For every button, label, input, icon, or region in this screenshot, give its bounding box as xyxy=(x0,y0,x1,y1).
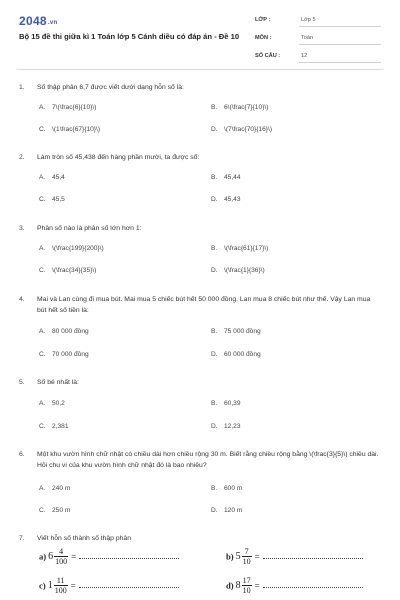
question-4: 4. Mai và Lan cùng đi mua bút. Mai mua 5 chiếc bút hết 50 000 đồng. Lan mua 8 chiếc bút như thế. Vậy Lan mua bút hết số tiền là: A. 80 000 đồng B. 75 000 đồng C. 70 000 đồng D. 60 000 đồng xyxy=(19,296,371,358)
option-b[interactable]: B. 75 000 đồng xyxy=(211,328,261,335)
question-6: 6. Một khu vườn hình chữ nhật có chiều dài hơn chiều rộng 30 m. Biết rằng chiều rộng bằng \(\frac{3}{5}\) chiều dài. Hỏi chu vi của khu vườn hình chữ nhật đó là bao nhiêu? A. 240 m B. 600 m C. 250 m D. 120 m xyxy=(19,451,379,514)
option-a[interactable]: A. 7\(\frac{6}{10}\) xyxy=(39,104,97,111)
exam-meta xyxy=(255,14,381,68)
fraction: $\frac{17}{10}$ xyxy=(242,576,251,595)
option-c[interactable]: C. \(1\frac{67}{10}\) xyxy=(39,126,101,133)
option-c[interactable]: C. 250 m xyxy=(39,507,71,514)
answer-blank[interactable] xyxy=(79,583,179,588)
fraction: $\frac{7}{10}$ xyxy=(242,547,251,566)
question-text: Số bé nhất là: xyxy=(37,379,79,386)
option-d[interactable]: D. 12,23 xyxy=(211,423,241,430)
option-d[interactable]: D. \(7\frac{70}{16}\) xyxy=(211,126,273,133)
fraction: $\frac{11}{100}$ xyxy=(54,576,67,595)
option-a[interactable]: A. 80 000 đồng xyxy=(39,328,89,335)
option-d[interactable]: D. 120 m xyxy=(211,507,243,514)
header-divider xyxy=(17,69,383,70)
question-5: 5. Số bé nhất là: A. 50,2 B. 60,39 C. 2,381 D. 12,23 xyxy=(19,379,241,430)
fraction: $\frac{4}{100}$ xyxy=(55,547,68,566)
question-text: Một khu vườn hình chữ nhật có chiều dài hơn chiều rộng 30 m. Biết rằng chiều rộng bằng \(\frac{3}{5}\) chiều dài. Hỏi chu vi của khu vườn hình chữ nhật đó là bao nhiêu? xyxy=(37,451,379,469)
option-c[interactable]: C. 2,381 xyxy=(39,423,69,430)
option-a[interactable]: A. \(\frac{199}{200}\) xyxy=(39,245,104,252)
option-c[interactable]: C. \(\frac{34}{35}\) xyxy=(39,267,97,274)
question-text: Số thập phân 6,7 được viết dưới dạng hỗn số là: xyxy=(37,84,184,91)
option-b[interactable]: B. 6\(\frac{7}{10}\) xyxy=(211,104,269,111)
option-b[interactable]: B. 600 m xyxy=(211,485,243,492)
answer-blank[interactable] xyxy=(263,554,363,559)
option-c[interactable]: C. 45,5 xyxy=(39,196,65,203)
site-logo[interactable]: 2048.vn xyxy=(19,14,58,28)
meta-question-count: SỐ CÂU : 12 xyxy=(255,50,381,68)
answer-blank[interactable] xyxy=(263,583,363,588)
option-b[interactable]: B. 60,39 xyxy=(211,400,241,407)
mixed-number-b: b) 5 $\frac{7}{10}$ = xyxy=(226,547,363,566)
mixed-number-c: c) 1 $\frac{11}{100}$ = xyxy=(39,576,179,595)
option-d[interactable]: D. 45,43 xyxy=(211,196,241,203)
option-b[interactable]: B. \(\frac{61}{17}\) xyxy=(211,245,269,252)
answer-blank[interactable] xyxy=(79,554,179,559)
question-text: Mai và Lan cùng đi mua bút. Mai mua 5 chiếc bút hết 50 000 đồng. Lan mua 8 chiếc bút như thế. Vậy Lan mua bút hết số tiền là: xyxy=(37,296,371,314)
question-3: 3. Phân số nào là phân số lớn hơn 1: A. \(\frac{199}{200}\) B. \(\frac{61}{17}\) C. \(\frac{34}{35}\) D. \(\frac{1}{36}\) xyxy=(19,225,269,274)
option-b[interactable]: B. 45,44 xyxy=(211,174,241,181)
option-a[interactable]: A. 240 m xyxy=(39,485,71,492)
question-text: Làm tròn số 45,438 đến hàng phần mười, ta được số: xyxy=(37,154,200,161)
mixed-number-d: d) 8 $\frac{17}{10}$ = xyxy=(226,576,363,595)
question-text: Viết hỗn số thành số thập phân xyxy=(37,535,131,542)
option-d[interactable]: D. 60 000 đồng xyxy=(211,351,261,358)
option-a[interactable]: A. 50,2 xyxy=(39,400,65,407)
option-a[interactable]: A. 45,4 xyxy=(39,174,65,181)
meta-class: LỚP : Lớp 5 xyxy=(255,14,381,32)
exam-header xyxy=(19,14,381,64)
mixed-number-a: a) 6 $\frac{4}{100}$ = xyxy=(39,547,179,566)
question-7: 7. Viết hỗn số thành số thập phân a) 6 $\frac{4}{100}$ = b) 5 $\frac{7}{10}$ = c) 1 $\frac{11}{100}$ = d) 8 $\frac{17}{10}$ = xyxy=(19,533,381,544)
document-title: Bộ 15 đề thi giữa kì 1 Toán lớp 5 Cánh diều có đáp án - Đề 10 xyxy=(19,32,240,41)
option-d[interactable]: D. \(\frac{1}{36}\) xyxy=(211,267,265,274)
question-2: 2. Làm tròn số 45,438 đến hàng phần mười, ta được số: A. 45,4 B. 45,44 C. 45,5 D. 45,43 xyxy=(19,154,241,203)
meta-subject: MÔN : Toán xyxy=(255,32,381,50)
option-c[interactable]: C. 70 000 đồng xyxy=(39,351,89,358)
question-1: 1. Số thập phân 6,7 được viết dưới dạng hỗn số là: A. 7\(\frac{6}{10}\) B. 6\(\frac{7}{10}\) C. \(1\frac{67}{10}\) D. \(7\frac{70}{16}\) xyxy=(19,84,273,133)
question-text: Phân số nào là phân số lớn hơn 1: xyxy=(37,225,142,232)
